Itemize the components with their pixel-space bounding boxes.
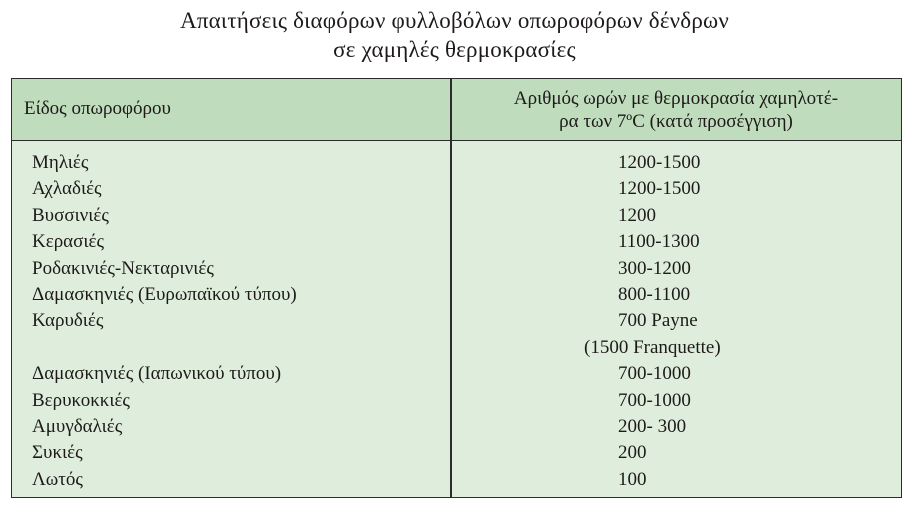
table-row [12, 230, 901, 256]
chill-hours-note: (1500 Franquette) [584, 336, 721, 358]
title-line-1: Απαιτήσεις διαφόρων φυλλοβόλων οπωροφόρων δένδρων [180, 8, 729, 33]
fruit-name: Αχλαδιές [32, 178, 102, 200]
fruit-name: Καρυδιές [32, 310, 104, 332]
table-header [12, 79, 901, 141]
chill-hours: 200 [618, 442, 647, 464]
fruit-name: Βυσσινιές [32, 204, 109, 226]
fruit-name: Συκιές [32, 442, 83, 464]
chill-hours: 700 Payne [618, 310, 698, 332]
table-body [12, 151, 901, 494]
fruit-name: Βερυκοκκιές [32, 389, 130, 411]
chill-hours: 700-1000 [618, 389, 691, 411]
table-row [12, 362, 901, 388]
table-row [12, 151, 901, 177]
fruit-name: Αμυγδαλιές [32, 415, 123, 437]
table-row [12, 415, 901, 441]
header-chill-hours-line-1: Αριθμός ωρών με θερμοκρασία χαμηλοτέ- [513, 88, 839, 109]
fruit-name: Ροδακινιές-Νεκταρινιές [32, 257, 214, 279]
chill-hours: 800-1100 [618, 283, 691, 305]
chill-hours: 300-1200 [618, 257, 691, 279]
header-chill-hours-line-2: ρα των 7ºC (κατά προσέγγιση) [559, 111, 793, 132]
table-row [12, 283, 901, 309]
chill-hours: 1200-1500 [618, 152, 701, 173]
header-fruit-type: Είδος οπωροφόρου [24, 98, 171, 119]
chill-hours: 1200-1500 [618, 178, 701, 200]
chill-hours-table [11, 78, 902, 498]
fruit-name: Κερασιές [32, 231, 104, 253]
table-row [12, 204, 901, 230]
table-row [12, 441, 901, 467]
header-chill-hours [452, 87, 900, 133]
chill-hours: 200- 300 [618, 415, 687, 437]
chill-hours: 1100-1300 [618, 231, 700, 253]
table-row [12, 389, 901, 415]
fruit-name: Δαμασκηνιές (Ευρωπαϊκού τύπου) [32, 283, 297, 305]
chill-hours: 1200 [618, 204, 656, 226]
fruit-name: Μηλιές [32, 152, 89, 173]
title-line-2: σε χαμηλές θερμοκρασίες [333, 37, 576, 62]
fruit-name: Δαμασκηνιές (Ιαπωνικού τύπου) [32, 363, 282, 385]
table-row [12, 177, 901, 203]
chill-hours: 100 [618, 468, 647, 490]
fruit-name: Λωτός [32, 468, 83, 490]
table-row [12, 336, 901, 362]
table-row [12, 468, 901, 494]
table-row [12, 309, 901, 335]
chill-hours: 700-1000 [618, 363, 691, 385]
document-title [0, 6, 909, 64]
table-row [12, 257, 901, 283]
